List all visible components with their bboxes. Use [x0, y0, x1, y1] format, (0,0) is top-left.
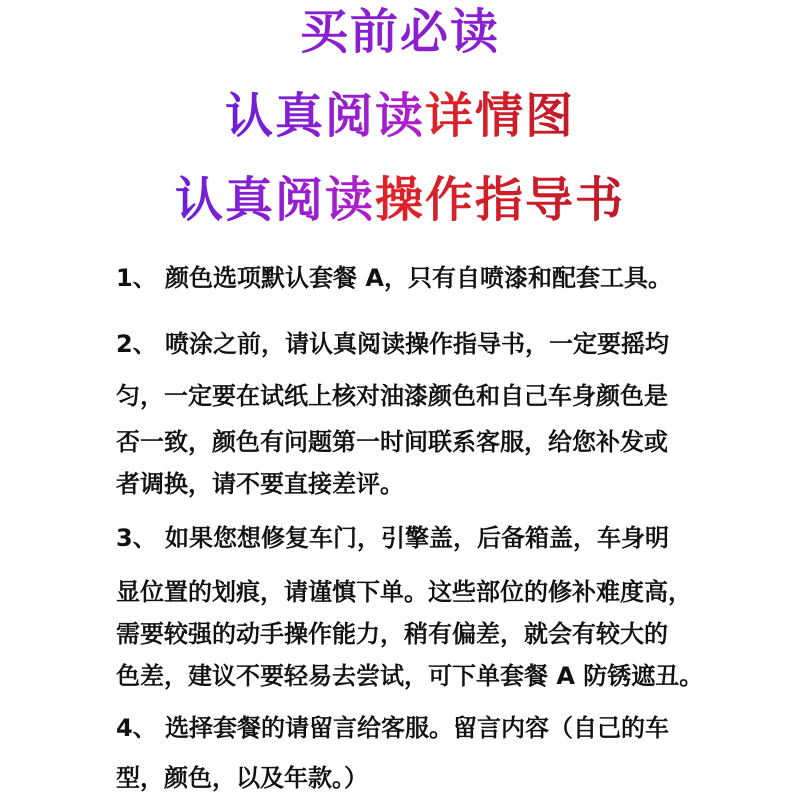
item-2-line-2: 匀，一定要在试纸上核对油漆颜色和自己车身颜色是 [116, 382, 668, 410]
item-4-line-1: 4、 选择套餐的请留言给客服。留言内容（自己的车 [116, 714, 670, 742]
heading-read-details [0, 86, 800, 146]
item-2-line-4: 者调换，请不要直接差评。 [116, 470, 404, 498]
heading-read-details-red: 详情图 [425, 88, 576, 144]
heading-buy-notice-text: 买前必读 [299, 4, 500, 60]
heading-read-details-purple: 认真阅读 [224, 88, 425, 144]
item-3-line-1: 3、 如果您想修复车门，引擎盖，后备箱盖，车身明 [116, 524, 670, 552]
heading-buy-notice [0, 2, 800, 62]
item-3-line-4: 色差，建议不要轻易去尝试，可下单套餐 A 防锈遮丑。 [116, 662, 704, 690]
item-2-line-1: 2、 喷涂之前，请认真阅读操作指导书，一定要摇均 [116, 330, 670, 358]
item-1-line-1: 1、 颜色选项默认套餐 A，只有自喷漆和配套工具。 [116, 264, 672, 292]
item-3-line-2: 显位置的划痕，请谨慎下单。这些部位的修补难度高， [116, 578, 692, 606]
item-3-line-3: 需要较强的动手操作能力，稍有偏差，就会有较大的 [116, 620, 668, 648]
heading-read-manual-red: 操作指导书 [375, 172, 626, 228]
item-4-line-2: 型，颜色，以及年款。） [116, 764, 368, 792]
heading-read-manual [0, 170, 800, 230]
heading-read-manual-purple: 认真阅读 [174, 172, 375, 228]
item-2-line-3: 否一致，颜色有问题第一时间联系客服，给您补发或 [116, 428, 668, 456]
